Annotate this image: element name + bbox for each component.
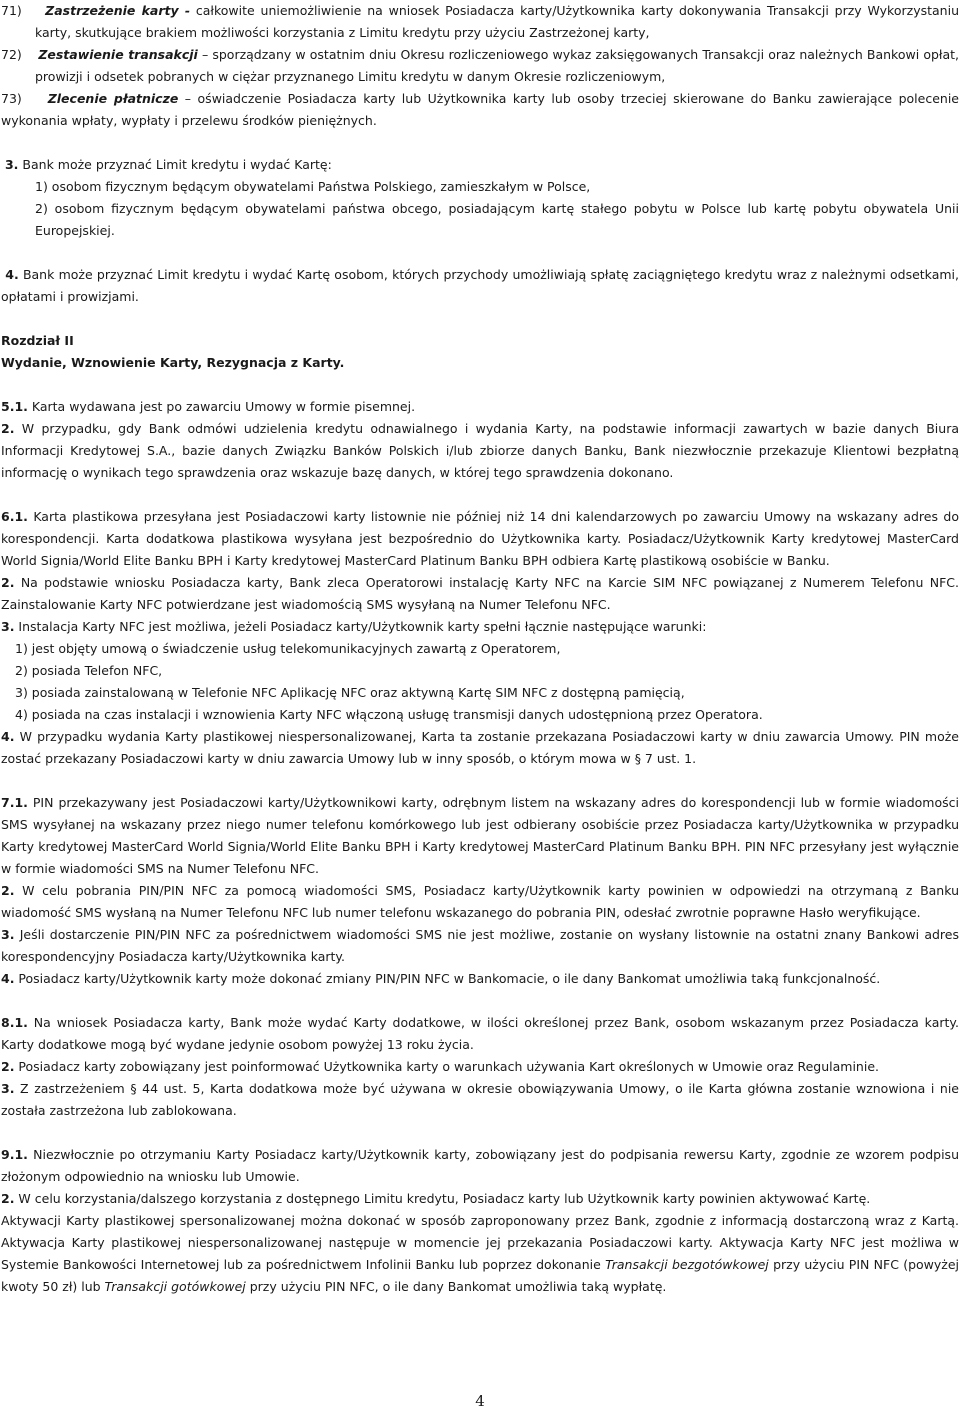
list-item: 2) posiada Telefon NFC, [15,663,163,678]
definition-number: 73) [1,91,22,106]
paragraph-8-2 [1,1056,959,1078]
paragraph-text: Karta plastikowa przesyłana jest Posiadaczowi karty listownie nie później niż 14 dni kalendarzowych po zawarciu Umowy na wskazany adres do korespondencji. Karta dodatkowa plastikowa wysyłana jest bezpośrednio do Użytkownika karty. Posiadacz/Użytkownik Karty kredytowej MasterCard World Signia/World Elite Banku BPH i Karty kredytowej MasterCard Platinum Banku BPH odbiera Kartę plastikową osobiście w Banku. [1,509,959,568]
definition-71 [1,0,959,44]
definition-number: 72) [1,47,22,62]
paragraph-text: Bank może przyznać Limit kredytu i wydać Kartę: [18,157,332,172]
paragraph-text: Karta wydawana jest po zawarciu Umowy w formie pisemnej. [27,399,416,414]
paragraph-7-3 [1,924,959,968]
paragraph-text: W celu pobrania PIN/PIN NFC za pomocą wiadomości SMS, Posiadacz karty/Użytkownik karty powinien w odpowiedzi na otrzymaną z Banku wiadomość SMS wysłaną na Numer Telefonu NFC lub numer telefonu wskazanego do pobrania PIN, odesłać zwrotnie poprawne Hasło weryfikujące. [1,883,959,920]
paragraph-number: 9.1. [1,1147,28,1162]
definition-72 [1,44,959,88]
transaction-term: Transakcji bezgotówkowej [605,1257,769,1272]
paragraph-9-2 [1,1188,959,1210]
definition-term: Zestawienie transakcji [38,47,198,62]
paragraph-number: 4. [1,971,15,986]
paragraph-7-2 [1,880,959,924]
paragraph-text: Posiadacz karty/Użytkownik karty może dokonać zmiany PIN/PIN NFC w Bankomacie, o ile dany Bankomat umożliwia taką funkcjonalność. [14,971,881,986]
chapter-subtitle: Wydanie, Wznowienie Karty, Rezygnacja z Karty. [1,355,345,370]
paragraph-text: W przypadku, gdy Bank odmówi udzielenia kredytu odnawialnego i wydania Karty, na podstawie informacji zawartych w bazie danych Biura Informacji Kredytowej S.A., bazie danych Związku Banków Polskich i/lub zbiorze danych Banku, Bank niezwłocznie przekazuje Klientowi bezpłatną informację o wynikach tego sprawdzenia oraz wskazuje bazę danych, w której tego sprawdzenia dokonano. [1,421,959,480]
definition-number: 71) [1,3,22,18]
paragraph-number: 3. [1,1081,15,1096]
paragraph-number: 2. [1,883,15,898]
paragraph-6-2 [1,572,959,616]
paragraph-number: 7.1. [1,795,28,810]
paragraph-text: W celu korzystania/dalszego korzystania z dostępnego Limitu kredytu, Posiadacz karty lub Użytkownik karty powinien aktywować Kartę. [14,1191,871,1206]
paragraph-number: 6.1. [1,509,28,524]
paragraph-5-2 [1,418,959,484]
paragraph-3 [1,154,959,176]
definition-term: Zlecenie płatnicze [47,91,179,106]
definition-text: całkowite uniemożliwienie na wniosek Posiadacza karty/Użytkownika karty dokonywania Transakcji przy Wykorzystaniu karty, skutkujące brakiem możliwości korzystania z Limitu kredytu przy użyciu Zastrzeżonej karty, [35,3,959,40]
list-item: 1) osobom fizycznym będącym obywatelami Państwa Polskiego, zamieszkałym w Polsce, [35,179,591,194]
paragraph-6-3 [1,616,959,638]
paragraph-number: 2. [1,1059,15,1074]
paragraph-text: przy użyciu PIN NFC, o ile dany Bankomat umożliwia taką wypłatę. [245,1279,667,1294]
paragraph-text: Instalacja Karty NFC jest możliwa, jeżeli Posiadacz karty/Użytkownik karty spełni łącznie następujące warunki: [14,619,707,634]
paragraph-text: Z zastrzeżeniem § 44 ust. 5, Karta dodatkowa może być używana w okresie obowiązywania Umowy, o ile Karta główna zostanie wznowiona i nie została zastrzeżona lub zablokowana. [1,1081,959,1118]
paragraph-6-4 [1,726,959,770]
paragraph-number: 3. [4,157,19,172]
paragraph-number: 2. [1,421,15,436]
paragraph-text: Posiadacz karty zobowiązany jest poinformować Użytkownika karty o warunkach używania Kart określonych w Umowie oraz Regulaminie. [14,1059,879,1074]
paragraph-number: 2. [1,1191,15,1206]
paragraph-4 [1,264,959,308]
paragraph-text: przy użyciu PIN NFC (powyżej kwoty 50 zł) lub [1,1257,959,1294]
paragraph-text: Na wniosek Posiadacza karty, Bank może wydać Karty dodatkowe, w ilości określonej przez Bank, osobom wskazanym przez Posiadacza karty. Karty dodatkowe mogą być wydane jedynie osobom powyżej 13 roku życia. [1,1015,959,1052]
paragraph-text: PIN przekazywany jest Posiadaczowi karty/Użytkownikowi karty, odrębnym listem na wskazany adres do korespondencji lub w formie wiadomości SMS wysyłanej na wskazany przez niego numer telefonu komórkowego lub jest odbierany osobiście przez Posiadacza karty/Użytkownika w przypadku Karty kredytowej MasterCard World Signia/World Elite Banku BPH i Karty kredytowej MasterCard Platinum Banku BPH. PIN NFC przesyłany jest wyłącznie w formie wiadomości SMS na Numer Telefonu NFC. [1,795,959,876]
paragraph-number: 5.1. [1,399,28,414]
paragraph-7-4 [1,968,959,990]
paragraph-text: Jeśli dostarczenie PIN/PIN NFC za pośrednictwem wiadomości SMS nie jest możliwe, zostanie on wysłany listownie na ostatni znany Bankowi adres korespondencyjny Posiadacza karty/Użytkownika karty. [1,927,959,964]
list-item: 3) posiada zainstalowaną w Telefonie NFC Aplikację NFC oraz aktywną Kartę SIM NFC z dostępną pamięcią, [15,685,685,700]
paragraph-activation [1,1210,959,1298]
paragraph-text: Niezwłocznie po otrzymaniu Karty Posiadacz karty/Użytkownik karty, zobowiązany jest do podpisania rewersu Karty, zgodnie ze wzorem podpisu złożonym odpowiednio na wniosku lub Umowie. [1,1147,959,1184]
list-item: 2) osobom fizycznym będącym obywatelami państwa obcego, posiadającym kartę stałego pobytu w Polsce lub kartę pobytu obywatela Unii Europejskiej. [35,201,959,238]
definition-73 [1,88,959,132]
transaction-term: Transakcji gotówkowej [104,1279,246,1294]
paragraph-number: 4. [5,267,19,282]
list-item: 1) jest objęty umową o świadczenie usług telekomunikacyjnych zawartą z Operatorem, [15,641,561,656]
list-item: 4) posiada na czas instalacji i wznowienia Karty NFC włączoną usługę transmisji danych udostępnioną przez Operatora. [15,707,763,722]
paragraph-number: 8.1. [1,1015,28,1030]
paragraph-6-1 [1,506,959,572]
paragraph-text: Aktywacji Karty plastikowej spersonalizowanej można dokonać w sposób zaproponowany przez Bank, zgodnie z informacją dostarczoną wraz z Kartą. Aktywacja Karty plastikowej niespersonalizowanej następuje w momencie jej przekazania Posiadaczowi karty. Aktywacja Karty NFC jest możliwa w Systemie Bankowości Internetowej lub za pośrednictwem Infolinii Banku lub poprzez dokonanie [1,1213,959,1272]
paragraph-text: W przypadku wydania Karty plastikowej niespersonalizowanej, Karta ta zostanie przekazana Posiadaczowi karty w dniu zawarcia Umowy. PIN może zostać przekazany Posiadaczowi karty w dniu zawarcia Umowy lub w inny sposób, o którym mowa w § 7 ust. 1. [1,729,959,766]
paragraph-8-1 [1,1012,959,1056]
paragraph-text: Na podstawie wniosku Posiadacza karty, Bank zleca Operatorowi instalację Karty NFC na Karcie SIM NFC powiązanej z Numerem Telefonu NFC. Zainstalowanie Karty NFC potwierdzane jest wiadomością SMS wysyłaną na Numer Telefonu NFC. [1,575,959,612]
chapter-title: Rozdział II [1,333,74,348]
paragraph-number: 3. [1,619,15,634]
paragraph-8-3 [1,1078,959,1122]
page-number: 4 [475,1392,485,1410]
paragraph-number: 4. [1,729,15,744]
paragraph-text: Bank może przyznać Limit kredytu i wydać Kartę osobom, których przychody umożliwiają spłatę zaciągniętego kredytu wraz z należnymi odsetkami, opłatami i prowizjami. [1,267,959,304]
paragraph-7-1 [1,792,959,880]
paragraph-9-1 [1,1144,959,1188]
definition-text: – sporządzany w ostatnim dniu Okresu rozliczeniowego wykaz zaksięgowanych Transakcji oraz należnych Bankowi opłat, prowizji i odsetek pobranych w ciężar przyznanego Limitu kredytu w danym Okresie rozliczeniowym, [35,47,959,84]
definition-text: – oświadczenie Posiadacza karty lub Użytkownika karty lub osoby trzeciej skierowane do Banku zawierające polecenie wykonania wpłaty, wypłaty i przelewu środków pieniężnych. [1,91,959,128]
definition-term: Zastrzeżenie karty - [45,3,191,18]
paragraph-5-1 [1,396,959,418]
paragraph-number: 2. [1,575,15,590]
paragraph-number: 3. [1,927,15,942]
